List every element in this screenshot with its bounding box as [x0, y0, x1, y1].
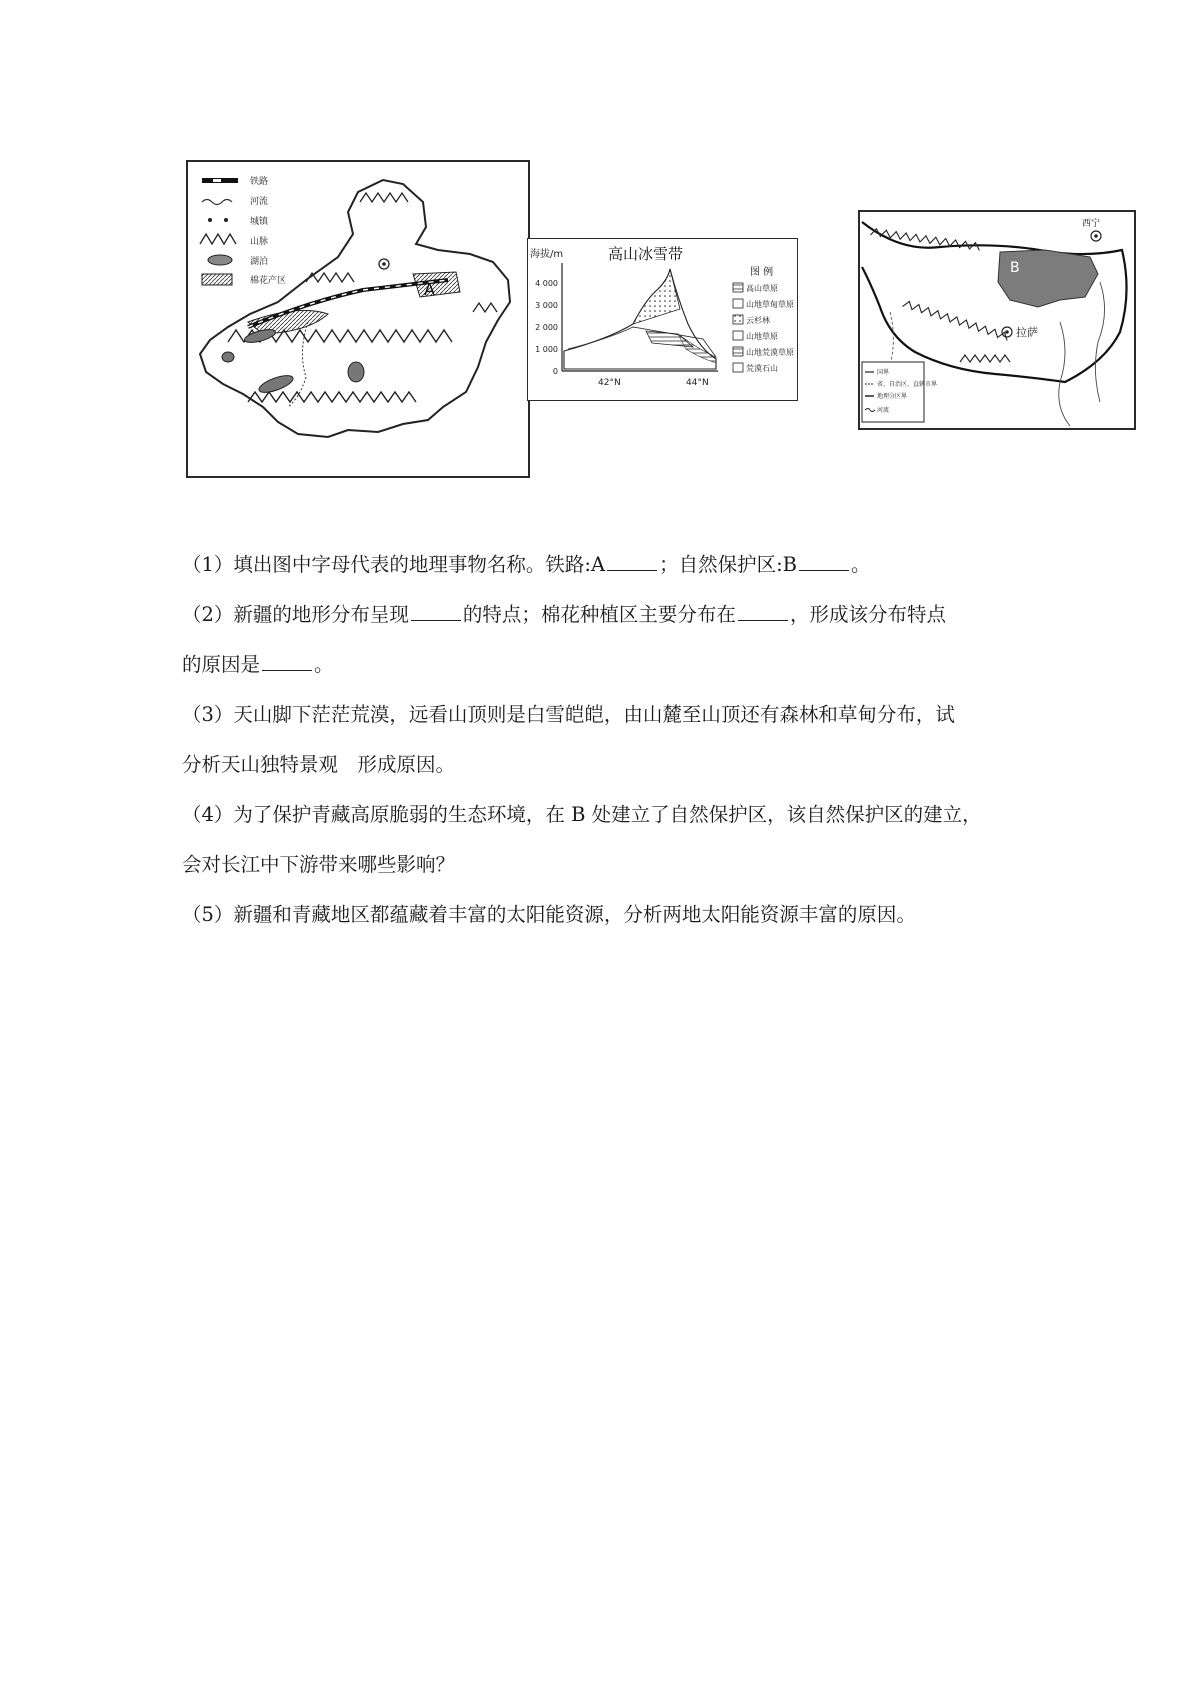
- mountain-legend-icon: [200, 234, 236, 244]
- label-xining: 西宁: [1082, 219, 1101, 229]
- question-5: （5）新疆和青藏地区都蕴藏着丰富的太阳能资源，分析两地太阳能资源丰富的原因。: [182, 903, 916, 926]
- answer-blank-B[interactable]: [799, 556, 849, 571]
- cotton-area-legend-icon: [202, 274, 232, 285]
- territory-outline: [200, 180, 510, 437]
- question-1: （1）填出图中字母代表的地理事物名称。铁路:A ；自然保护区:B 。: [182, 553, 871, 576]
- legend-item-label: 荒漠石山: [746, 364, 778, 373]
- legend-cotton-area: 棉花产区: [250, 276, 287, 286]
- answer-blank-cotton[interactable]: [738, 606, 788, 621]
- y-tick-label: 0: [552, 367, 558, 376]
- lake-4: [348, 362, 364, 382]
- legend-swatch: [733, 299, 743, 308]
- question-2-line2: 的原因是 。: [182, 653, 334, 676]
- question-2-line1: （2）新疆的地形分布呈现 的特点；棉花种植区主要分布在 ，形成该分布特点: [182, 603, 946, 626]
- label-B: B: [1010, 260, 1020, 276]
- legend-swatch: [733, 347, 743, 356]
- y-tick-label: 1 000: [535, 345, 558, 354]
- map3-legend-box: [862, 362, 924, 422]
- legend-mountain: 山脉: [250, 237, 269, 247]
- lake-2: [222, 352, 234, 362]
- legend-item-label: 山地荒漠草原: [746, 348, 794, 357]
- y-tick-label: 4 000: [535, 279, 558, 288]
- qinghai-tibet-map: [858, 210, 1136, 430]
- legend-swatch: [733, 331, 743, 340]
- legend3-province: 省、自治区、直辖市界: [877, 381, 938, 388]
- tianshan-profile-chart: [527, 238, 798, 401]
- legend-item-label: 山地草甸草原: [746, 300, 794, 309]
- answer-blank-terrain[interactable]: [411, 606, 461, 621]
- map-legend: [200, 175, 286, 286]
- legend-item-label: 高山草原: [746, 284, 778, 293]
- legend-swatch: [733, 315, 743, 324]
- town-legend-icon: [208, 218, 212, 222]
- y-axis-label: 海拔/m: [530, 249, 564, 260]
- legend-lake: 湖泊: [250, 257, 269, 267]
- question-3-line2: 分析天山独特景观 形成原因。: [182, 753, 456, 776]
- legend-item-label: 山地草原: [746, 332, 778, 341]
- x-tick-label: 44°N: [686, 378, 709, 388]
- question-4-line2: 会对长江中下游带来哪些影响？: [182, 853, 456, 876]
- legend-town: 城镇: [250, 217, 269, 227]
- label-lhasa: 拉萨: [1016, 326, 1038, 339]
- legend-title: 图 例: [750, 267, 774, 278]
- legend-river: 河流: [250, 197, 269, 207]
- chart-title: 高山冰雪带: [608, 245, 684, 263]
- legend-railway: 铁路: [250, 177, 269, 187]
- y-tick-label: 3 000: [535, 301, 558, 310]
- legend-item-label: 云杉林: [746, 316, 770, 325]
- legend3-river: 河流: [877, 407, 890, 414]
- river: [1095, 282, 1104, 402]
- x-tick-label: 42°N: [598, 378, 621, 388]
- xinjiang-map: [186, 160, 530, 478]
- legend-swatch: [733, 363, 743, 372]
- answer-blank-reason[interactable]: [262, 656, 312, 671]
- lake-legend-icon: [208, 255, 232, 265]
- answer-blank-A[interactable]: [607, 556, 657, 571]
- region-boundary: [862, 222, 1127, 382]
- river-legend-icon: [202, 200, 232, 205]
- nature-reserve-B: [998, 250, 1098, 307]
- himalaya-range: [902, 300, 1009, 341]
- legend3-region: 地理分区界: [877, 393, 908, 400]
- label-A: A: [424, 280, 435, 299]
- question-4-line1: （4）为了保护青藏高原脆弱的生态环境，在 B 处建立了自然保护区，该自然保护区的建立，: [182, 803, 982, 826]
- legend-swatch: [733, 283, 743, 292]
- y-tick-label: 2 000: [535, 323, 558, 332]
- legend3-border: 国界: [877, 369, 890, 376]
- question-3-line1: （3）天山脚下茫茫荒漠，远看山顶则是白雪皑皑，由山麓至山顶还有森林和草甸分布，试: [182, 703, 955, 726]
